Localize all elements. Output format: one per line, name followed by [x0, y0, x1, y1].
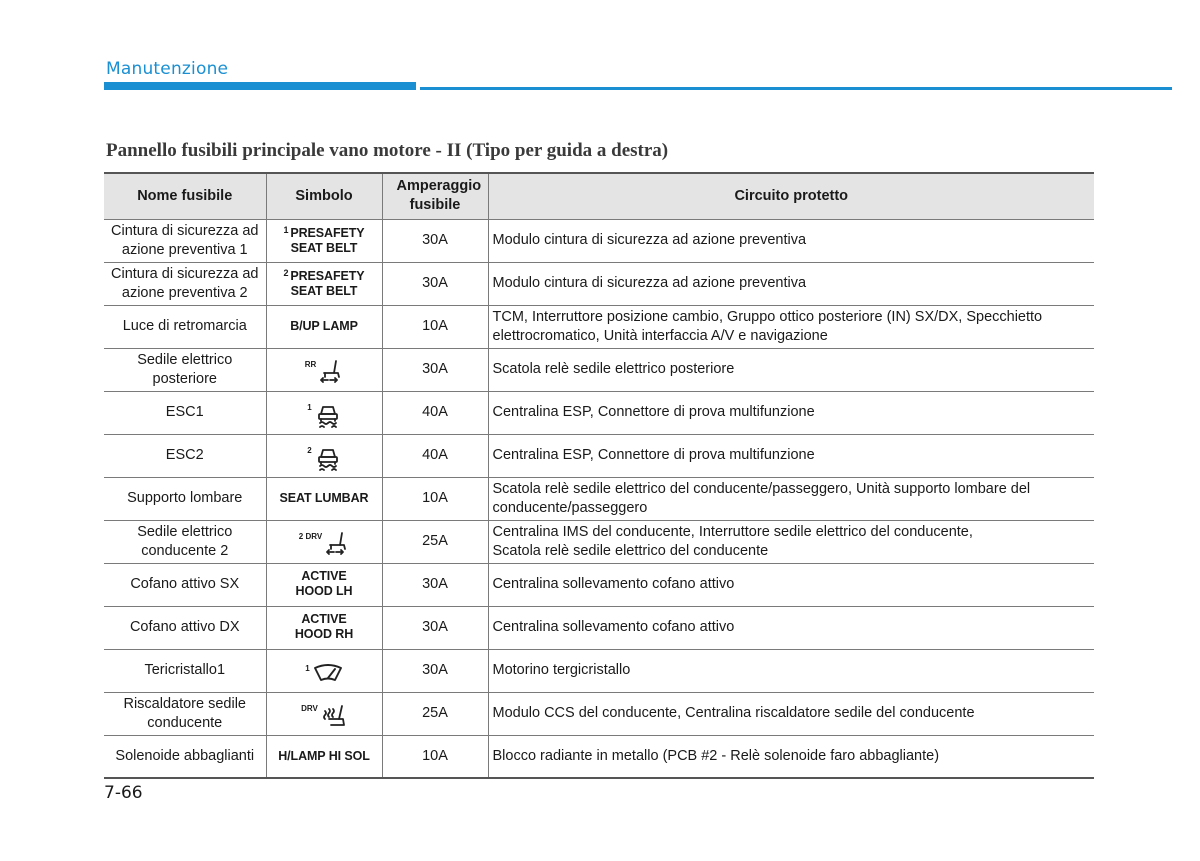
fuse-amperage-cell: 10A [382, 735, 488, 778]
symbol-line [280, 491, 369, 505]
fuse-symbol-cell [266, 434, 382, 477]
symbol-tag: DRV [301, 704, 318, 713]
symbol-line [283, 226, 364, 240]
symbol-text: SEAT BELT [290, 284, 358, 298]
fuse-symbol-label [290, 319, 358, 334]
symbol-line [290, 319, 358, 333]
page-title: Pannello fusibili principale vano motore - II (Tipo per guida a destra) [106, 140, 669, 161]
fuse-symbol-label [296, 569, 353, 599]
fuse-amperage-cell: 25A [382, 692, 488, 735]
table-row [104, 262, 1094, 305]
fuse-symbol-icon [307, 445, 340, 471]
symbol-line [278, 749, 370, 763]
circuit-line: Centralina IMS del conducente, Interruttore sedile elettrico del conducente, [492, 523, 973, 540]
power-seat-icon [319, 359, 343, 385]
fuse-name-cell: Supporto lombare [104, 477, 266, 520]
fuse-circuit-cell: Modulo cintura di sicurezza ad azione preventiva [488, 219, 1094, 262]
section-label: Manutenzione [106, 59, 229, 79]
fuse-symbol-icon [305, 663, 342, 683]
fuse-symbol-cell [266, 391, 382, 434]
page-number: 7-66 [104, 783, 143, 803]
symbol-tag: 2 DRV [298, 532, 323, 541]
fuse-circuit-cell: Modulo CCS del conducente, Centralina riscaldatore sedile del conducente [488, 692, 1094, 735]
table-row [104, 391, 1094, 434]
fuse-symbol-cell [266, 735, 382, 778]
symbol-tag: 2 [307, 446, 312, 455]
symbol-index: 2 [283, 268, 289, 278]
fuse-symbol-cell [266, 563, 382, 606]
fuse-circuit-cell: Motorino tergicristallo [488, 649, 1094, 692]
fuse-name-cell: Cintura di sicurezza ad azione preventiva 1 [104, 219, 266, 262]
fuse-symbol-cell [266, 520, 382, 563]
symbol-text: SEAT BELT [290, 241, 358, 255]
fuse-name-cell: ESC2 [104, 434, 266, 477]
fuse-symbol-label [295, 612, 353, 642]
table-row [104, 520, 1094, 563]
table-row [104, 735, 1094, 778]
fuse-circuit-cell [488, 520, 1094, 563]
fuse-symbol-cell [266, 219, 382, 262]
fuse-name-cell: Riscaldatore sedile conducente [104, 692, 266, 735]
fuse-circuit-cell: Scatola relè sedile elettrico del conducente/passeggero, Unità supporto lombare del conducente/passeggero [488, 477, 1094, 520]
fuse-symbol-label [283, 223, 364, 256]
esc-skid-icon [315, 445, 341, 471]
fuse-table [104, 172, 1094, 779]
column-header-symbol: Simbolo [266, 173, 382, 219]
symbol-text: HOOD RH [294, 626, 354, 641]
fuse-amperage-cell: 10A [382, 477, 488, 520]
header-rule-thin [420, 87, 1172, 90]
fuse-symbol-cell [266, 348, 382, 391]
table-row [104, 434, 1094, 477]
table-row [104, 649, 1094, 692]
column-header-name: Nome fusibile [104, 173, 266, 219]
table-row [104, 305, 1094, 348]
table-row [104, 606, 1094, 649]
fuse-amperage-cell: 30A [382, 262, 488, 305]
symbol-text: B/UP LAMP [290, 319, 358, 333]
symbol-text: HOOD LH [295, 583, 353, 598]
fuse-table-body [104, 219, 1094, 778]
fuse-amperage-cell: 30A [382, 563, 488, 606]
fuse-amperage-cell: 25A [382, 520, 488, 563]
fuse-circuit-cell: Centralina sollevamento cofano attivo [488, 563, 1094, 606]
fuse-amperage-cell: 40A [382, 391, 488, 434]
table-row [104, 563, 1094, 606]
fuse-symbol-icon [299, 531, 349, 557]
fuse-symbol-cell [266, 305, 382, 348]
fuse-symbol-cell [266, 649, 382, 692]
seat-heater-icon [321, 703, 347, 729]
table-row [104, 692, 1094, 735]
fuse-name-cell: Sedile elettrico posteriore [104, 348, 266, 391]
fuse-name-cell: Sedile elettrico conducente 2 [104, 520, 266, 563]
column-header-circuit: Circuito protetto [488, 173, 1094, 219]
fuse-symbol-cell [266, 692, 382, 735]
fuse-amperage-cell: 40A [382, 434, 488, 477]
symbol-line [301, 569, 346, 583]
fuse-name-cell: Cofano attivo SX [104, 563, 266, 606]
fuse-circuit-cell: Centralina ESP, Connettore di prova multifunzione [488, 391, 1094, 434]
fuse-symbol-cell [266, 606, 382, 649]
fuse-amperage-cell: 10A [382, 305, 488, 348]
circuit-line: Scatola relè sedile elettrico del conducente [492, 542, 769, 559]
fuse-symbol-icon [305, 359, 344, 385]
symbol-tag: RR [304, 360, 317, 369]
symbol-text: H/LAMP HI SOL [278, 748, 370, 763]
header-rule-thick [104, 82, 416, 90]
fuse-symbol-label [280, 491, 369, 506]
fuse-symbol-label [278, 749, 370, 764]
fuse-symbol-icon [301, 703, 347, 729]
fuse-amperage-cell: 30A [382, 649, 488, 692]
fuse-name-cell: Solenoide abbaglianti [104, 735, 266, 778]
table-row [104, 477, 1094, 520]
fuse-symbol-icon [307, 402, 340, 428]
fuse-symbol-cell [266, 262, 382, 305]
fuse-name-cell: Tericristallo1 [104, 649, 266, 692]
fuse-name-cell: ESC1 [104, 391, 266, 434]
symbol-index: 1 [283, 225, 289, 235]
fuse-name-cell: Luce di retromarcia [104, 305, 266, 348]
fuse-amperage-cell: 30A [382, 348, 488, 391]
fuse-circuit-cell: Scatola relè sedile elettrico posteriore [488, 348, 1094, 391]
symbol-line [283, 269, 364, 283]
fuse-circuit-cell: Centralina ESP, Connettore di prova multifunzione [488, 434, 1094, 477]
fuse-circuit-cell: Centralina sollevamento cofano attivo [488, 606, 1094, 649]
fuse-name-cell: Cintura di sicurezza ad azione preventiva 2 [104, 262, 266, 305]
fuse-symbol-cell [266, 477, 382, 520]
symbol-text: ACTIVE [301, 568, 347, 583]
table-header-row [104, 173, 1094, 219]
symbol-text: PRESAFETY [290, 269, 365, 283]
power-seat-icon [325, 531, 349, 557]
symbol-text: PRESAFETY [290, 226, 365, 240]
symbol-text: ACTIVE [301, 611, 347, 626]
fuse-amperage-cell: 30A [382, 219, 488, 262]
wiper-icon [313, 663, 343, 683]
column-header-amperage: Amperaggio fusibile [382, 173, 488, 219]
esc-skid-icon [315, 402, 341, 428]
symbol-tag: 1 [307, 403, 312, 412]
fuse-circuit-cell: Blocco radiante in metallo (PCB #2 - Relè solenoide faro abbagliante) [488, 735, 1094, 778]
fuse-circuit-cell: TCM, Interruttore posizione cambio, Gruppo ottico posteriore (IN) SX/DX, Specchietto elettrocromatico, Unità interfaccia A/V e navigazione [488, 305, 1094, 348]
table-row [104, 219, 1094, 262]
symbol-text: SEAT LUMBAR [279, 491, 369, 505]
fuse-name-cell: Cofano attivo DX [104, 606, 266, 649]
fuse-symbol-label [283, 266, 364, 299]
fuse-circuit-cell: Modulo cintura di sicurezza ad azione preventiva [488, 262, 1094, 305]
fuse-amperage-cell: 30A [382, 606, 488, 649]
symbol-tag: 1 [305, 664, 310, 673]
table-row [104, 348, 1094, 391]
symbol-line [301, 612, 346, 626]
